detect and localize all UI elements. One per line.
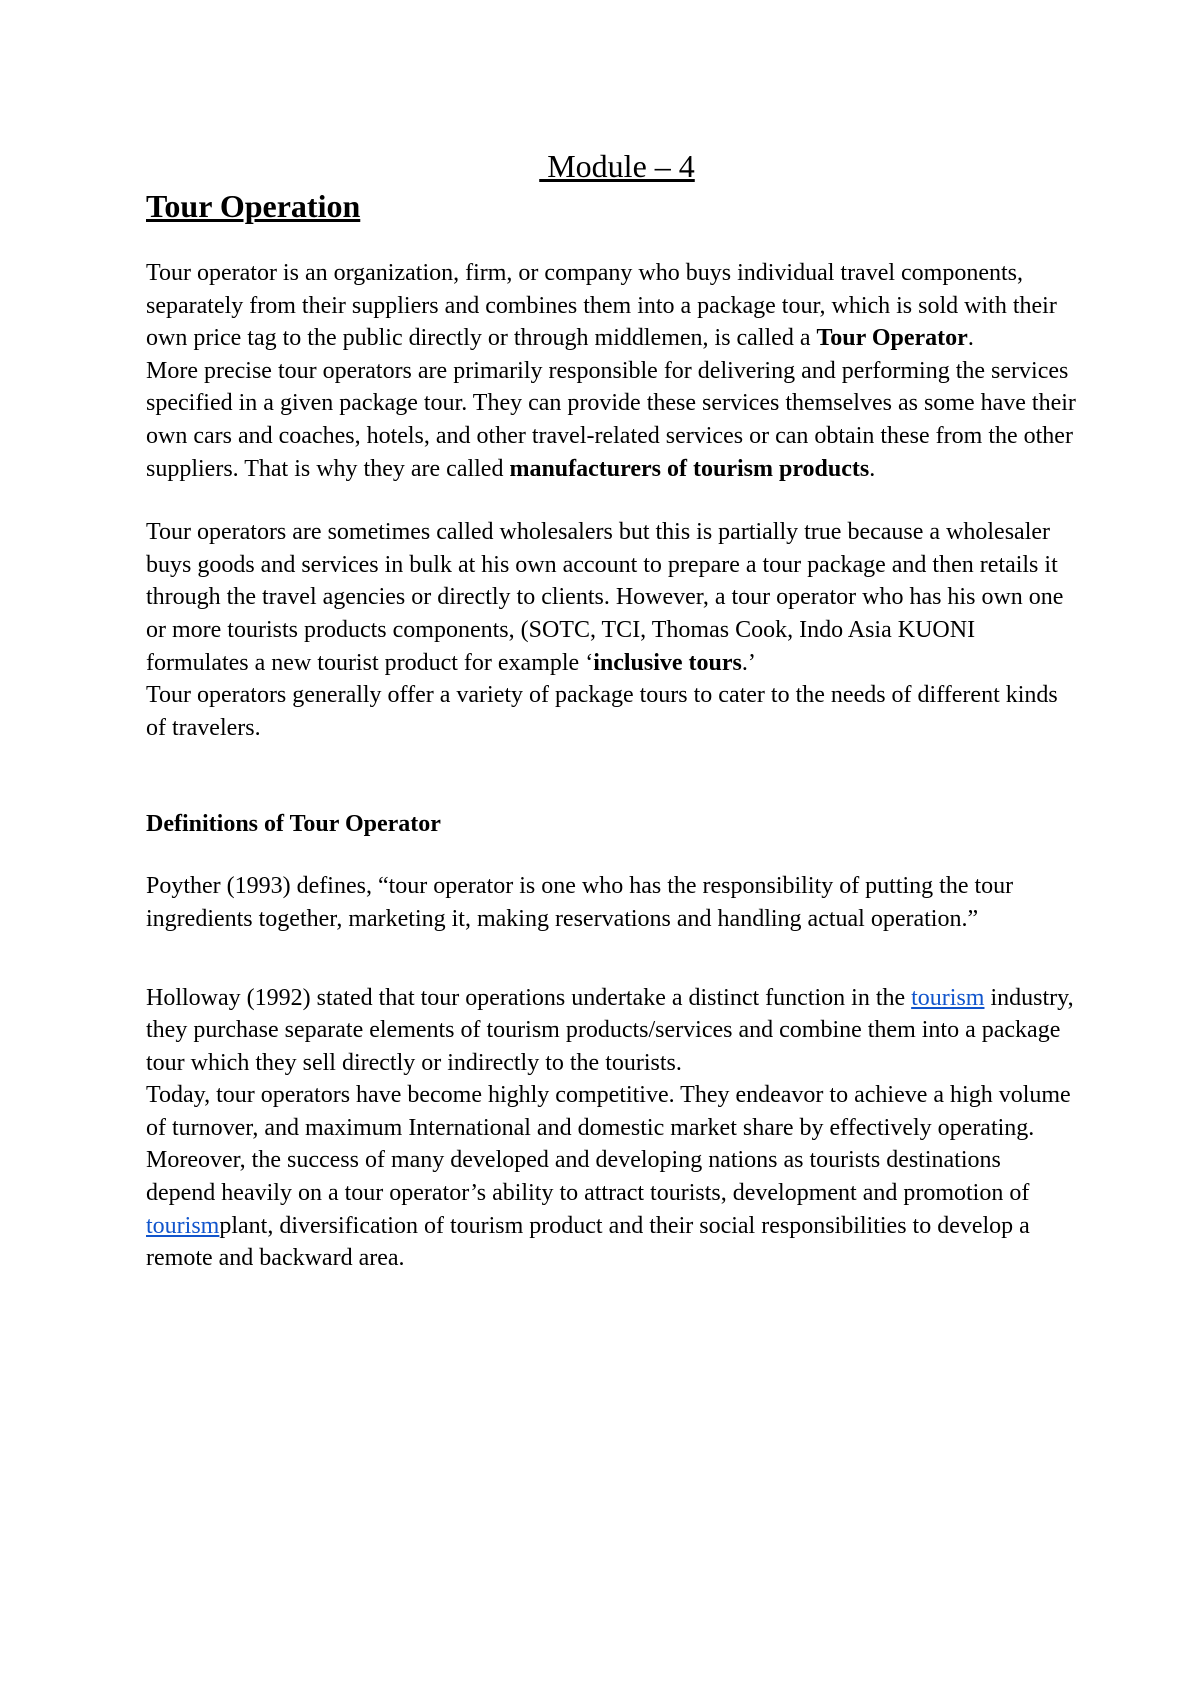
spacer	[146, 966, 1076, 982]
document-page	[146, 146, 1076, 1275]
paragraph-text: Today, tour operators have become highly competitive. They endeavor to achieve a high volume of turnover, and maximum International and domestic market share by effectively operating. Moreover, the success of many developed and developing nations as tourists destinations depend heavily on a tour operator’s ability to attract tourists, development and promotion of	[146, 1082, 1071, 1207]
spacer	[146, 840, 1076, 870]
tourism-plant-link[interactable]: tourism	[146, 1212, 220, 1239]
paragraph-text: industry, they purchase separate elements of tourism products/services and combine them into a package tour which they sell directly or indirectly to the tourists.	[146, 984, 1074, 1076]
paragraph-end: .’	[741, 649, 756, 676]
paragraph-poyther: Poyther (1993) defines, “tour operator is one who has the responsibility of putting the tour ingredients together, marketing it, making reservations and handling actual operation.”	[146, 873, 1014, 932]
paragraph-holloway	[146, 982, 1076, 1080]
bold-term: manufacturers of tourism products	[509, 455, 870, 482]
paragraph-end: .	[967, 325, 974, 352]
bold-term: Tour Operator	[816, 325, 968, 352]
bold-term: inclusive tours	[593, 649, 742, 676]
paragraph-text: Holloway (1992) stated that tour operations undertake a distinct function in the	[146, 984, 912, 1011]
spacer	[146, 226, 1076, 257]
paragraph-end: .	[869, 455, 876, 482]
paragraph-wholesalers	[146, 516, 1076, 679]
paragraph-definition	[146, 257, 1076, 355]
section-title: Tour Operation	[146, 188, 361, 224]
paragraph-today	[146, 1079, 1076, 1275]
paragraph-responsibilities	[146, 355, 1076, 485]
module-title: Module – 4	[539, 148, 695, 184]
paragraph-text: plant, diversification of tourism product and their social responsibilities to develop a remote and backward area.	[146, 1212, 1030, 1272]
spacer	[146, 744, 1076, 808]
spacer	[146, 936, 1076, 966]
definitions-heading: Definitions of Tour Operator	[146, 811, 441, 838]
spacer	[146, 485, 1076, 516]
paragraph-text: Tour operator is an organization, firm, or company who buys individual travel components, separately from their suppliers and combines them into a package tour, which is sold with their own price tag to the public directly or through middlemen, is called a	[146, 260, 1057, 352]
paragraph-variety: Tour operators generally offer a variety of package tours to cater to the needs of different kinds of travelers.	[146, 682, 1058, 741]
paragraph-text: Tour operators are sometimes called wholesalers but this is partially true because a wholesaler buys goods and services in bulk at his own account to prepare a tour package and then retails it through the travel agencies or directly to clients. However, a tour operator who has his own one or more tourists products components, (SOTC, TCI, Thomas Cook, Indo Asia KUONI formulates a new tourist product for example ‘	[146, 519, 1064, 676]
tourism-link[interactable]: tourism	[911, 984, 985, 1011]
paragraph-text: More precise tour operators are primarily responsible for delivering and performing the services specified in a given package tour. They can provide these services themselves as some have their own cars and coaches, hotels, and other travel-related services or can obtain these from the other suppliers. That is why they are called	[146, 357, 1076, 482]
